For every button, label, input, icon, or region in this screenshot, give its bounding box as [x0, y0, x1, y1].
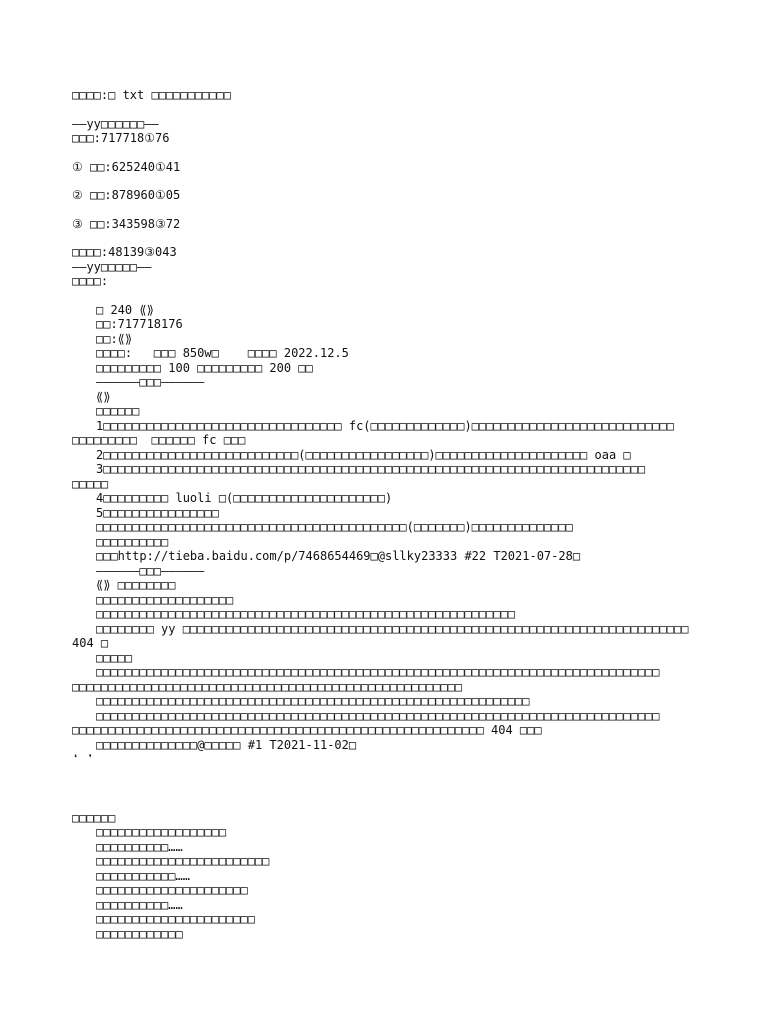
document-body — [72, 88, 696, 941]
text-line: □□□□□ — [96, 650, 133, 665]
text-line: □□□□□□□□□□□□□□□□□□□□□□□□□□□□□□□□□□□□□□□□□□□□□□□□□□□□□□□□□□□□□□□□□□□□□□□□□□□□□□ — [96, 665, 660, 679]
text-line: 3□□□□□□□□□□□□□□□□□□□□□□□□□□□□□□□□□□□□□□□□□□□□□□□□□□□□□□□□□□□□□□□□□□□□□□□□□□□ — [96, 462, 646, 476]
text-line: □□□□□□□□□□□□□□□□□□□□□□□□□□□□□□□□□□□□□□□□□□□□□□□□□□□□□□□□□□□□□□□□□□□□□□□□□□□□□□ — [96, 708, 660, 723]
text-line: □□□□□□□□□□□□□□□□□□□□□□□□□□□□□□□□□□□□□□□□□□□(□□□□□□□)□□□□□□□□□□□□□□ — [96, 520, 573, 534]
text-line: □□□□□□□□□□ — [96, 534, 169, 549]
text-line: □□:717718176 — [96, 317, 183, 331]
text-line: □□□:717718①76 — [72, 131, 170, 145]
text-line: □□□□:48139③043 — [72, 245, 177, 259]
text-line: □□□□□□□□□□□□□□□□□□□□□□□□□□□□□□□□□□□□□□□□□□□□□□□□□□□□□□ — [72, 679, 463, 694]
text-line: □□□□□□□□□□□□□□□□□□□□□□ — [96, 912, 255, 926]
text-line: ⟪⟫ □□□□□□□□ — [96, 578, 176, 592]
text-line: ③ □□:343598③72 — [72, 216, 181, 231]
text-line: 1□□□□□□□□□□□□□□□□□□□□□□□□□□□□□□□□□ fc(□□□□□□□□□□□□□)□□□□□□□□□□□□□□□□□□□□□□□□□□□□ — [96, 418, 674, 433]
text-line: □ 240 ⟪⟫ — [96, 302, 154, 317]
text-line: □□:⟪⟫ — [96, 331, 133, 346]
text-line: 404 □ — [72, 636, 109, 650]
text-line: □□□□□□□□□□□□□□□□□□ — [96, 825, 227, 839]
text-line: ① □□:625240①41 — [72, 159, 181, 174]
text-line: □□□□□□□□□□□□□□□□□□□□□□□□□□□□□□□□□□□□□□□□□□□□□□□□□□□□□□□□□□□□ — [96, 694, 530, 708]
text-line: ——————□□□—————— — [96, 375, 205, 389]
document-page — [72, 88, 696, 941]
text-line: □□□□□□□□□□□□□□□□□□□□□□□□□□□□□□□□□□□□□□□□□□□□□□□□□□□□□□□□□ 404 □□□ — [72, 723, 542, 737]
text-line: ② □□:878960①05 — [72, 188, 181, 202]
text-line: □□□□: □□□ 850w□ □□□□ 2022.12.5 — [96, 346, 349, 360]
text-line: □□□□□□□□□□□□□□□□□□□ — [96, 592, 234, 607]
text-line: □□□□: — [72, 274, 109, 288]
text-line: □□□□□ — [72, 476, 109, 491]
text-line: □□□□□□□□ yy □□□□□□□□□□□□□□□□□□□□□□□□□□□□□□□□□□□□□□□□□□□□□□□□□□□□□□□□□□□□□□□□□□□□□□ — [96, 621, 689, 636]
text-line: □□□□□□ — [72, 810, 116, 825]
text-line: ——yy□□□□□—— — [72, 259, 152, 274]
text-line: □□□□□□□□□ 100 □□□□□□□□□ 200 □□ — [96, 360, 313, 375]
text-line: □□□□□□□□□□□□□□@□□□□□ #1 T2021-11-02□ — [96, 737, 357, 752]
text-line: ——yy□□□□□□—— — [72, 116, 159, 131]
text-line: □□□□□□□□□ □□□□□□ fc □□□ — [72, 433, 246, 447]
text-line: □□□□□□□□□□□□□□□□□□□□□□□□□□□□□□□□□□□□□□□□□□□□□□□□□□□□□□□□□□ — [96, 607, 516, 621]
text-line: □□□□:□ txt □□□□□□□□□□□ — [72, 88, 231, 102]
text-line: □□□http://tieba.baidu.com/p/7468654469□@sllky23333 #22 T2021-07-28□ — [96, 549, 581, 563]
text-line: 5□□□□□□□□□□□□□□□□ — [96, 505, 219, 520]
text-line: ⟪⟫ — [96, 389, 111, 404]
text-line: 2□□□□□□□□□□□□□□□□□□□□□□□□□□□(□□□□□□□□□□□□□□□□□)□□□□□□□□□□□□□□□□□□□□□ oaa □ — [96, 447, 631, 462]
text-line: □□□□□□□□□□□□□□□□□□□□□ — [96, 883, 248, 897]
text-line: ❛ ❜ — [72, 752, 94, 766]
text-line: □□□□□□□□□□…… — [96, 839, 183, 854]
text-line: 4□□□□□□□□□ luoli □(□□□□□□□□□□□□□□□□□□□□□) — [96, 491, 393, 505]
text-line: □□□□□□□□□□□…… — [96, 868, 190, 883]
text-line: □□□□□□□□□□□□ — [96, 926, 183, 941]
text-line: □□□□□□□□□□…… — [96, 897, 183, 912]
text-line: ——————□□□—————— — [96, 563, 205, 578]
text-line: □□□□□□□□□□□□□□□□□□□□□□□□ — [96, 854, 270, 868]
text-line: □□□□□□ — [96, 404, 140, 418]
